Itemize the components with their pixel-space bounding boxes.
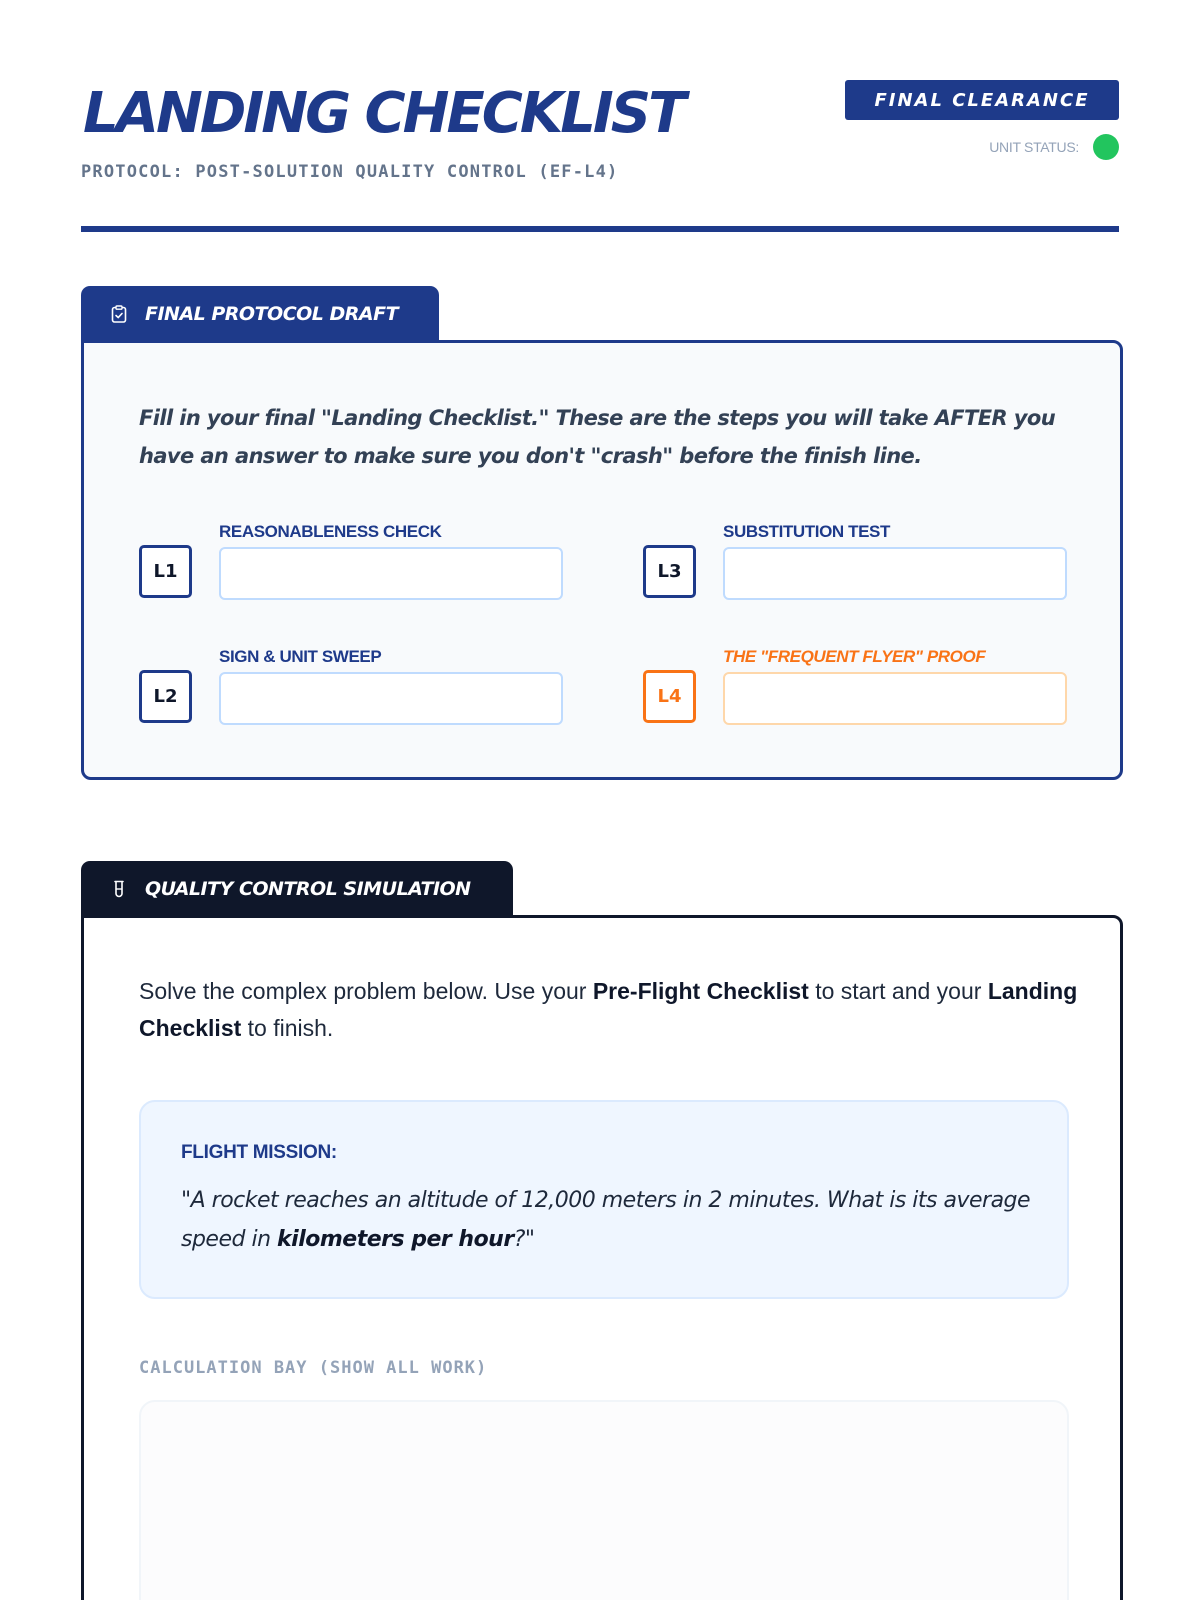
unit-status bbox=[989, 134, 1119, 160]
instructions-text-3: to finish. bbox=[241, 1015, 334, 1041]
final-protocol-panel bbox=[81, 340, 1123, 780]
step-badge-l2: L2 bbox=[139, 670, 192, 723]
step-badge-l4: L4 bbox=[643, 670, 696, 723]
mission-target-unit: kilometers per hour bbox=[277, 1227, 514, 1252]
page-title: LANDING CHECKLIST bbox=[83, 81, 684, 146]
instructions-text-2: to start and your bbox=[808, 978, 988, 1004]
flight-mission-label: FLIGHT MISSION: bbox=[181, 1142, 337, 1163]
mission-text-2: ?" bbox=[513, 1227, 535, 1252]
instructions-text-1: Solve the complex problem below. Use your bbox=[139, 978, 593, 1004]
field-label-frequent-flyer-proof: THE "FREQUENT FLYER" PROOF bbox=[723, 647, 986, 666]
header bbox=[81, 0, 1119, 232]
simulation-instructions bbox=[139, 973, 1089, 1047]
reasonableness-check-input[interactable] bbox=[219, 547, 563, 600]
field-label-substitution-test: SUBSTITUTION TEST bbox=[723, 522, 890, 541]
tab-final-protocol-draft bbox=[81, 286, 439, 341]
draft-instructions: Fill in your final "Landing Checklist." These are the steps you will take AFTER you have an answer to make sure you don't "crash" before the finish line. bbox=[139, 406, 1056, 468]
tab-quality-control-simulation bbox=[81, 861, 513, 916]
calculation-bay-label: CALCULATION BAY (SHOW ALL WORK) bbox=[139, 1358, 488, 1378]
tab-quality-control-simulation-label: QUALITY CONTROL SIMULATION bbox=[145, 877, 471, 900]
clipboard-icon bbox=[107, 305, 131, 323]
step-badge-l3: L3 bbox=[643, 545, 696, 598]
protocol-subtitle: PROTOCOL: POST-SOLUTION QUALITY CONTROL (EF-L4) bbox=[81, 162, 619, 182]
sign-unit-sweep-input[interactable] bbox=[219, 672, 563, 725]
step-badge-l1: L1 bbox=[139, 545, 192, 598]
frequent-flyer-proof-input[interactable] bbox=[723, 672, 1067, 725]
tab-final-protocol-draft-label: FINAL PROTOCOL DRAFT bbox=[145, 302, 399, 325]
field-label-reasonableness-check: REASONABLENESS CHECK bbox=[219, 522, 442, 541]
mission-text-1: "A rocket reaches an altitude of 12,000 meters in 2 minutes. What is its average speed in bbox=[181, 1188, 1031, 1252]
simulation-panel bbox=[81, 915, 1123, 1600]
substitution-test-input[interactable] bbox=[723, 547, 1067, 600]
flask-icon bbox=[107, 880, 131, 898]
final-clearance-badge: FINAL CLEARANCE bbox=[845, 80, 1119, 120]
unit-status-label: UNIT STATUS: bbox=[989, 139, 1079, 155]
calculation-bay-input[interactable] bbox=[139, 1400, 1069, 1600]
status-indicator bbox=[1093, 134, 1119, 160]
landing-checklist-ref: Landing Checklist bbox=[139, 978, 1078, 1041]
pre-flight-checklist-ref: Pre-Flight Checklist bbox=[592, 978, 809, 1004]
field-label-sign-unit-sweep: SIGN & UNIT SWEEP bbox=[219, 647, 382, 666]
flight-mission-card bbox=[139, 1100, 1069, 1299]
flight-mission-problem bbox=[181, 1181, 1041, 1259]
